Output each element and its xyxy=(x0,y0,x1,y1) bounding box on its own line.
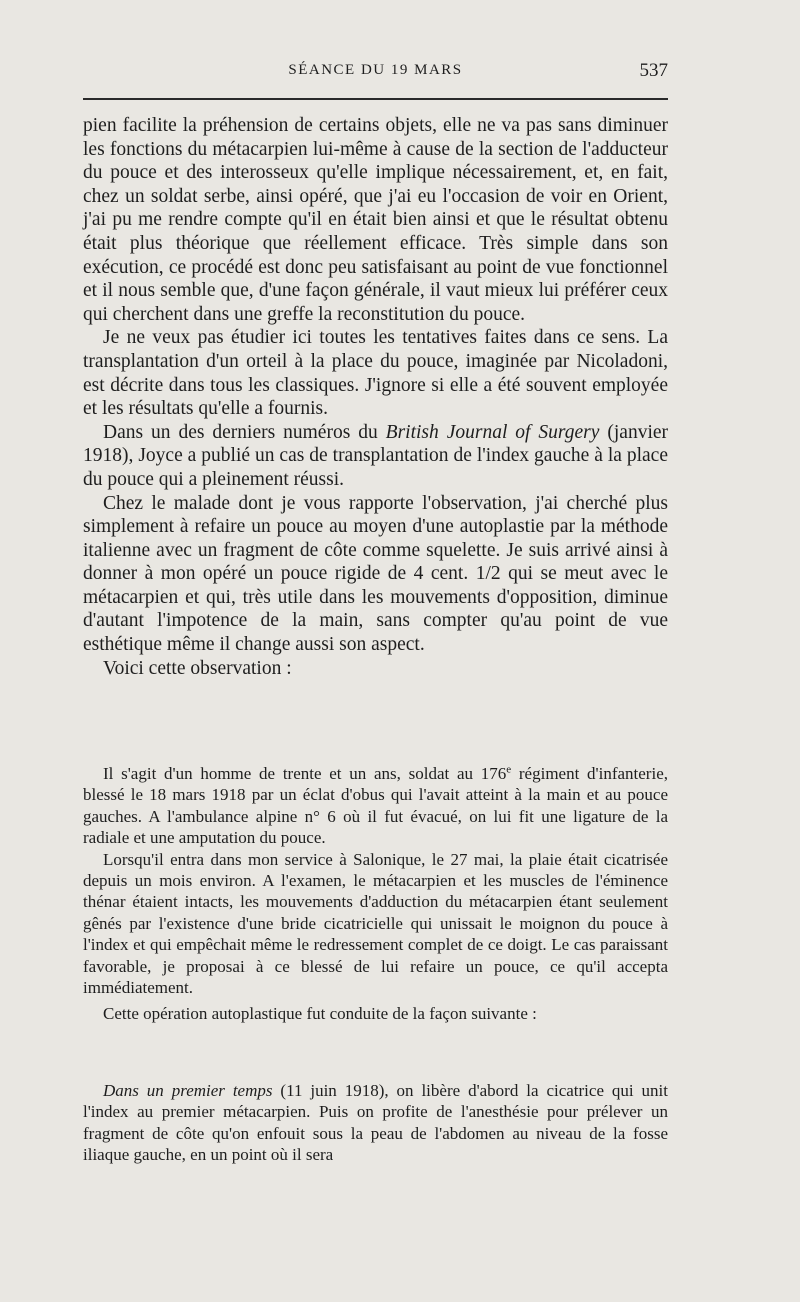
main-text xyxy=(83,114,668,680)
page-number: 537 xyxy=(639,60,668,81)
journal-title: British Journal of Surgery xyxy=(385,421,600,443)
observation-text xyxy=(83,763,668,1025)
paragraph: Voici cette observation : xyxy=(103,657,292,679)
superscript: e xyxy=(506,763,512,776)
paragraph-text: Il s'agit d'un homme de trente et un ans, soldat au 176 xyxy=(103,764,507,783)
paragraph-text: (11 juin 1918), on libère d'abord la cicatrice qui unit l'index au premier métacarpien. Puis on profite de l'anesthésie pour prélever un fragment de côte qu'on enfouit sous la peau de l'abdomen au niveau de la fosse iliaque gauche, en un point où il sera xyxy=(83,1081,668,1165)
step-label: Dans un premier temps xyxy=(103,1081,273,1100)
paragraph xyxy=(83,421,668,492)
paragraph: pien facilite la préhension de certains objets, elle ne va pas sans diminuer les fonctions du métacarpien lui-même à cause de la section de l'adducteur du pouce et des interosseux qu'elle implique nécessairement, et, en fait, chez un soldat serbe, ainsi opéré, que j'ai eu l'occasion de voir en Orient, j'ai pu me rendre compte qu'il en était bien ainsi et que le résultat obtenu était plus théorique que réellement efficace. Très simple dans son exécution, ce procédé est donc peu satisfaisant au point de vue fonctionnel et il nous semble que, d'une façon générale, il vaut mieux lui préférer ceux qui cherchent dans une greffe la reconstitution du pouce. xyxy=(83,115,668,325)
paragraph-text: (janvier 1918), Joyce a publié un cas de transplantation de l'index gauche à la place du pouce qui a pleinement réussi. xyxy=(83,421,669,490)
header-rule xyxy=(83,98,668,100)
observation-paragraph xyxy=(83,763,668,849)
paragraph: Je ne veux pas étudier ici toutes les tentatives faites dans ce sens. La transplantation d'un orteil à la place du pouce, imaginée par Nicoladoni, est décrite dans tous les classiques. J'ignore si elle a été souvent employée et les résultats qu'elle a fournis. xyxy=(83,327,668,420)
observation-paragraph: Lorsqu'il entra dans mon service à Salonique, le 27 mai, la plaie était cicatrisée depuis un mois environ. A l'examen, le métacarpien et les muscles de l'éminence thénar étaient intacts, les mouvements d'adduction du métacarpien étant seulement gênés par l'existence d'une bride cicatricielle qui unissait le moignon du pouce à l'index et qui empêchait même le redressement complet de ce doigt. Le cas paraissant favorable, je proposai à ce blessé de lui refaire un pouce, ce qu'il accepta immédiatement. xyxy=(83,849,668,998)
first-step-text xyxy=(83,1080,668,1166)
paragraph-text: régiment d'infanterie, blessé le 18 mars 1918 par un éclat d'obus qui l'avait atteint à la main et au pouce gauches. A l'ambulance alpine n° 6 où il fut évacué, on lui fit une ligature de la radiale et une amputation du pouce. xyxy=(83,764,668,848)
running-header xyxy=(83,58,668,88)
header-title: SÉANCE DU 19 MARS xyxy=(288,62,463,78)
observation-paragraph: Cette opération autoplastique fut conduite de la façon suivante : xyxy=(103,1004,537,1024)
paragraph-text: Dans un des derniers numéros du xyxy=(103,421,386,443)
step-paragraph xyxy=(83,1080,668,1166)
paragraph: Chez le malade dont je vous rapporte l'observation, j'ai cherché plus simplement à refaire un pouce au moyen d'une autoplastie par la méthode italienne avec un fragment de côte comme squelette. Je suis arrivé ainsi à donner à mon opéré un pouce rigide de 4 cent. 1/2 qui se meut avec le métacarpien et qui, très utile dans les mouvements d'opposition, diminue d'autant l'impotence de la main, sans compter qu'au point de vue esthétique même il change aussi son aspect. xyxy=(83,492,668,656)
